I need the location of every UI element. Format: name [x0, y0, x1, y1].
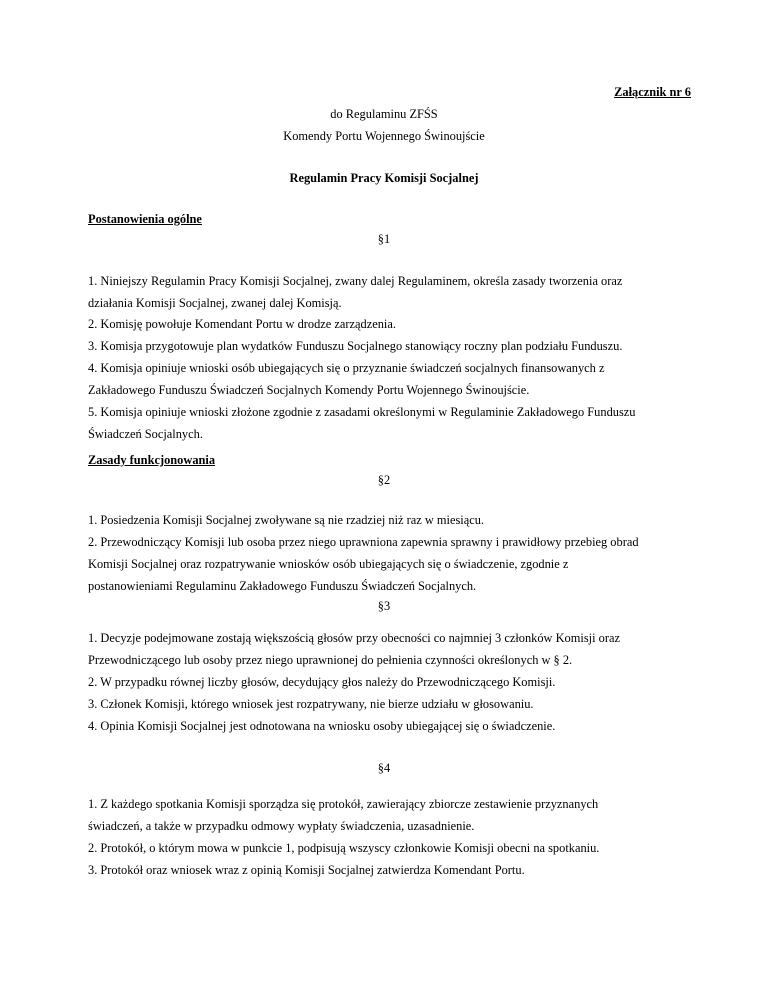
- text-line: 1. Niniejszy Regulamin Pracy Komisji Socjalnej, zwany dalej Regulaminem, określa zasady tworzenia oraz: [88, 274, 623, 288]
- text-line: Świadczeń Socjalnych.: [88, 427, 203, 441]
- section-heading-functioning: Zasady funkcjonowania: [88, 453, 216, 467]
- text-line: 2. W przypadku równej liczby głosów, decydujący głos należy do Przewodniczącego Komisji.: [88, 675, 556, 689]
- text-line: 1. Decyzje podejmowane zostają większością głosów przy obecności co najmniej 3 członków Komisji oraz: [88, 631, 620, 645]
- text-line: świadczeń, a także w przypadku odmowy wypłaty świadczenia, uzasadnienie.: [88, 819, 475, 833]
- text-line: 4. Opinia Komisji Socjalnej jest odnotowana na wniosku osoby ubiegającej się o świadczenie.: [88, 719, 556, 733]
- text-line: Komisji Socjalnej oraz rozpatrywanie wniosków osób ubiegających się o świadczenie, zgodnie z: [88, 557, 569, 571]
- text-line: 5. Komisja opiniuje wnioski złożone zgodnie z zasadami określonymi w Regulaminie Zakładowego Funduszu: [88, 405, 636, 419]
- section-heading-general: Postanowienia ogólne: [88, 212, 202, 226]
- text-line: 4. Komisja opiniuje wnioski osób ubiegających się o przyznanie świadczeń socjalnych finansowanych z: [88, 361, 605, 375]
- text-line: postanowieniami Regulaminu Zakładowego Funduszu Świadczeń Socjalnych.: [88, 579, 477, 593]
- text-line: 1. Z każdego spotkania Komisji sporządza się protokół, zawierający zbiorcze zestawienie przyznanych: [88, 797, 599, 811]
- text-line: Przewodniczącego lub osoby przez niego uprawnionej do pełnienia czynności określonych w § 2.: [88, 653, 573, 667]
- subtitle-line-1: do Regulaminu ZFŚS: [330, 107, 438, 121]
- text-line: 3. Członek Komisji, którego wniosek jest rozpatrywany, nie bierze udziału w głosowaniu.: [88, 697, 534, 711]
- paragraph-mark-3: §3: [377, 599, 391, 613]
- text-line: 2. Komisję powołuje Komendant Portu w drodze zarządzenia.: [88, 317, 396, 331]
- attachment-label: Załącznik nr 6: [614, 85, 691, 99]
- text-line: 1. Posiedzenia Komisji Socjalnej zwoływane są nie rzadziej niż raz w miesiącu.: [88, 513, 485, 527]
- document-title: Regulamin Pracy Komisji Socjalnej: [289, 171, 479, 185]
- paragraph-mark-4: §4: [377, 761, 391, 775]
- text-line: 2. Protokół, o którym mowa w punkcie 1, podpisują wszyscy członkowie Komisji obecni na spotkaniu.: [88, 841, 600, 855]
- text-line: działania Komisji Socjalnej, zwanej dalej Komisją.: [88, 296, 342, 310]
- text-line: 2. Przewodniczący Komisji lub osoba przez niego uprawniona zapewnia sprawny i prawidłowy przebieg obrad: [88, 535, 639, 549]
- paragraph-mark-2: §2: [377, 473, 391, 487]
- text-line: 3. Komisja przygotowuje plan wydatków Funduszu Socjalnego stanowiący roczny plan podziału Funduszu.: [88, 339, 623, 353]
- text-line: 3. Protokół oraz wniosek wraz z opinią Komisji Socjalnej zatwierdza Komendant Portu.: [88, 863, 525, 877]
- paragraph-mark-1: §1: [377, 232, 391, 246]
- text-line: Zakładowego Funduszu Świadczeń Socjalnych Komendy Portu Wojennego Świnoujście.: [88, 383, 530, 397]
- subtitle-line-2: Komendy Portu Wojennego Świnoujście: [283, 129, 485, 143]
